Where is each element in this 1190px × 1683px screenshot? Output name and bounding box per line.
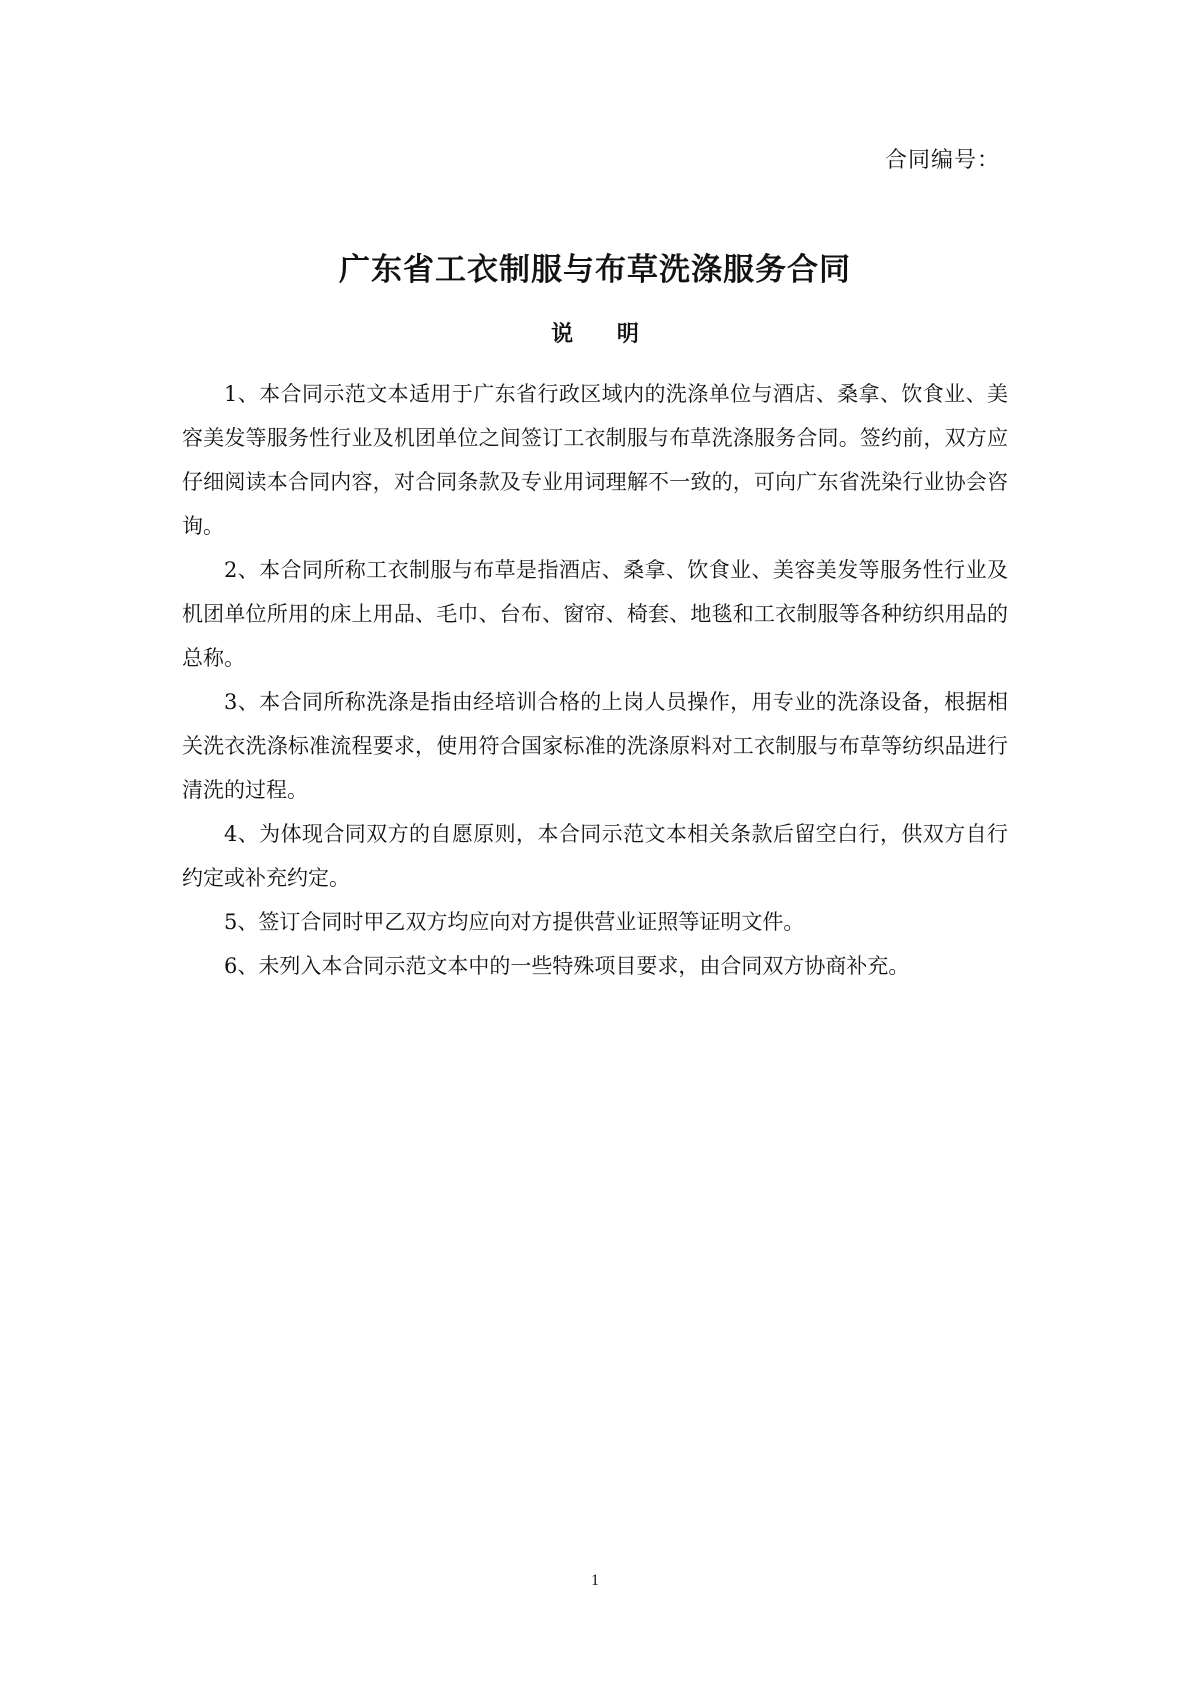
document-title: 广东省工衣制服与布草洗涤服务合同 bbox=[339, 252, 851, 288]
contract-number-label: 合同编号： bbox=[884, 148, 1000, 173]
paragraph-5: 5、签订合同时甲乙双方均应向对方提供营业证照等证明文件。 bbox=[224, 910, 805, 934]
paragraph-3: 3、本合同所称洗涤是指由经培训合格的上岗人员操作，用专业的洗涤设备，根据相关洗衣洗涤标准流程要求，使用符合国家标准的洗涤原料对工衣制服与布草等纺织品进行清洗的过程。 bbox=[182, 690, 1008, 802]
page-number: 1 bbox=[591, 1572, 599, 1589]
section-heading: 说 明 bbox=[551, 322, 657, 347]
document-body bbox=[182, 372, 1008, 988]
paragraph-6: 6、未列入本合同示范文本中的一些特殊项目要求，由合同双方协商补充。 bbox=[224, 954, 910, 978]
paragraph-4: 4、为体现合同双方的自愿原则，本合同示范文本相关条款后留空白行，供双方自行约定或补充约定。 bbox=[182, 822, 1008, 890]
paragraph-1: 1、本合同示范文本适用于广东省行政区域内的洗涤单位与酒店、桑拿、饮食业、美容美发等服务性行业及机团单位之间签订工衣制服与布草洗涤服务合同。签约前，双方应仔细阅读本合同内容，对合同条款及专业用词理解不一致的，可向广东省洗染行业协会咨询。 bbox=[182, 382, 1008, 538]
paragraph-2: 2、本合同所称工衣制服与布草是指酒店、桑拿、饮食业、美容美发等服务性行业及机团单位所用的床上用品、毛巾、台布、窗帘、椅套、地毯和工衣制服等各种纺织用品的总称。 bbox=[182, 558, 1008, 670]
